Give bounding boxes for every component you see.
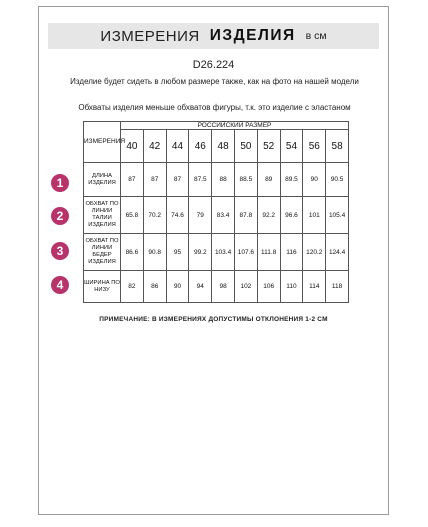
table-cell: 105.4	[326, 197, 349, 234]
elastane-note: Обхваты изделия меньше обхватов фигуры, т.к. это изделие с эластаном	[78, 103, 351, 112]
table-cell: 96.6	[280, 197, 303, 234]
table-row	[84, 163, 349, 197]
article-code: D26.224	[192, 59, 235, 71]
table-cell: 110	[280, 271, 303, 303]
table-cell: 86	[143, 271, 166, 303]
row-number-badge-2: 2	[51, 207, 69, 225]
size-header: 52	[257, 130, 280, 163]
table-cell: 89	[257, 163, 280, 197]
size-header: 54	[280, 130, 303, 163]
table-cell: 120.2	[303, 234, 326, 271]
table-cell: 86.6	[121, 234, 144, 271]
table-cell: 74.6	[166, 197, 189, 234]
row-label-length: ДЛИНА ИЗДЕЛИЯ	[84, 163, 121, 197]
table-cell: 87	[121, 163, 144, 197]
table-cell: 98	[212, 271, 235, 303]
size-header: 46	[189, 130, 212, 163]
table-row	[84, 271, 349, 303]
table-cell: 111.8	[257, 234, 280, 271]
row-number-badge-1: 1	[51, 174, 69, 192]
table-cell: 116	[280, 234, 303, 271]
size-header: 58	[326, 130, 349, 163]
table-cell: 101	[303, 197, 326, 234]
table-cell: 87	[166, 163, 189, 197]
size-header: 48	[212, 130, 235, 163]
fit-note: Изделие будет сидеть в любом размере также, как на фото на нашей модели	[70, 77, 359, 86]
table-cell: 106	[257, 271, 280, 303]
table-cell: 89.5	[280, 163, 303, 197]
table-cell: 88.5	[234, 163, 257, 197]
table-cell: 124.4	[326, 234, 349, 271]
table-cell: 90	[166, 271, 189, 303]
title-units: в см	[305, 30, 327, 42]
row-number-badge-4: 4	[51, 276, 69, 294]
table-cell: 103.4	[212, 234, 235, 271]
row-label-hem-width: ШИРИНА ПО НИЗУ	[84, 271, 121, 303]
tolerance-footnote: ПРИМЕЧАНИЕ: В ИЗМЕРЕНИЯХ ДОПУСТИМЫ ОТКЛОНЕНИЯ 1-2 СМ	[99, 316, 328, 323]
table-cell: 70.2	[143, 197, 166, 234]
measurements-header: ИЗМЕРЕНИЯ	[84, 122, 121, 163]
size-header: 40	[121, 130, 144, 163]
table-cell: 65.8	[121, 197, 144, 234]
size-header: 56	[303, 130, 326, 163]
row-label-hips: ОБХВАТ ПО ЛИНИИ БЕДЕР ИЗДЕЛИЯ	[84, 234, 121, 271]
size-header: 44	[166, 130, 189, 163]
table-cell: 82	[121, 271, 144, 303]
row-number-badge-3: 3	[51, 242, 69, 260]
table-cell: 90.5	[326, 163, 349, 197]
table-cell: 102	[234, 271, 257, 303]
size-header: 50	[234, 130, 257, 163]
table-cell: 90.8	[143, 234, 166, 271]
size-table	[83, 121, 349, 303]
table-cell: 79	[189, 197, 212, 234]
table-cell: 95	[166, 234, 189, 271]
table-cell: 87.5	[189, 163, 212, 197]
table-cell: 92.2	[257, 197, 280, 234]
table-row	[84, 234, 349, 271]
table-cell: 90	[303, 163, 326, 197]
row-label-waist: ОБХВАТ ПО ЛИНИИ ТАЛИИ ИЗДЕЛИЯ	[84, 197, 121, 234]
title-bar	[48, 23, 379, 49]
table-cell: 99.2	[189, 234, 212, 271]
table-row	[84, 197, 349, 234]
table-cell: 87	[143, 163, 166, 197]
table-cell: 83.4	[212, 197, 235, 234]
russian-size-header: РОССИЙСКИЙ РАЗМЕР	[121, 122, 349, 130]
title-measurements: ИЗМЕРЕНИЯ	[100, 27, 200, 45]
table-cell: 114	[303, 271, 326, 303]
size-header: 42	[143, 130, 166, 163]
table-cell: 87.8	[234, 197, 257, 234]
title-product: ИЗДЕЛИЯ	[209, 27, 296, 44]
table-cell: 88	[212, 163, 235, 197]
table-cell: 107.6	[234, 234, 257, 271]
table-cell: 118	[326, 271, 349, 303]
table-cell: 94	[189, 271, 212, 303]
